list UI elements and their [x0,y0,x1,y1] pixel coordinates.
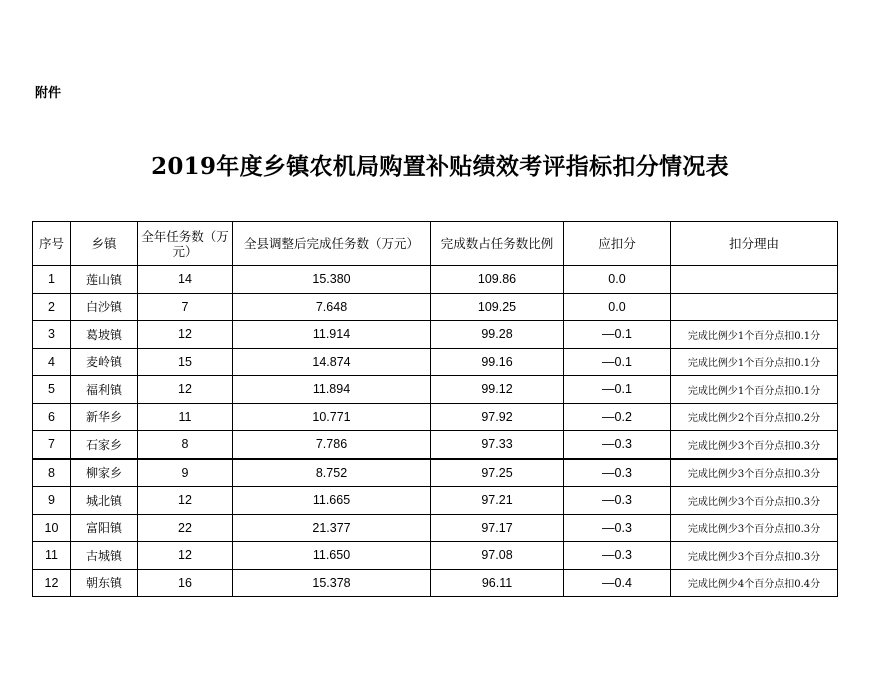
cell-town: 富阳镇 [71,514,138,542]
cell-index: 3 [33,321,71,349]
table-row [33,266,838,294]
cell-adjusted-completed: 11.650 [233,542,431,570]
cell-adjusted-completed: 15.380 [233,266,431,294]
cell-town: 石家乡 [71,431,138,459]
cell-index: 11 [33,542,71,570]
cell-reason: 完成比例少2个百分点扣0.2分 [671,403,838,431]
cell-completion-ratio: 97.25 [431,459,564,487]
table-row [33,569,838,597]
cell-town: 古城镇 [71,542,138,570]
cell-annual-task: 11 [138,403,233,431]
cell-deduction: —0.1 [564,376,671,404]
cell-index: 4 [33,348,71,376]
cell-deduction: —0.2 [564,403,671,431]
cell-adjusted-completed: 14.874 [233,348,431,376]
cell-index: 2 [33,293,71,321]
cell-reason: 完成比例少1个百分点扣0.1分 [671,348,838,376]
cell-adjusted-completed: 21.377 [233,514,431,542]
cell-adjusted-completed: 15.378 [233,569,431,597]
header-annual-task: 全年任务数（万元） [138,222,233,266]
header-adjusted-completed: 全县调整后完成任务数（万元） [233,222,431,266]
cell-annual-task: 9 [138,459,233,487]
table-row [33,514,838,542]
cell-annual-task: 22 [138,514,233,542]
cell-deduction: —0.4 [564,569,671,597]
cell-reason: 完成比例少3个百分点扣0.3分 [671,431,838,459]
cell-index: 12 [33,569,71,597]
header-completion-ratio: 完成数占任务数比例 [431,222,564,266]
table-row [33,321,838,349]
cell-completion-ratio: 109.86 [431,266,564,294]
table-row [33,403,838,431]
cell-annual-task: 14 [138,266,233,294]
cell-reason: 完成比例少3个百分点扣0.3分 [671,459,838,487]
cell-completion-ratio: 99.12 [431,376,564,404]
cell-reason: 完成比例少1个百分点扣0.1分 [671,321,838,349]
cell-reason [671,266,838,294]
cell-completion-ratio: 97.92 [431,403,564,431]
cell-annual-task: 16 [138,569,233,597]
cell-adjusted-completed: 11.665 [233,487,431,515]
cell-adjusted-completed: 11.914 [233,321,431,349]
cell-deduction: —0.1 [564,321,671,349]
cell-annual-task: 12 [138,376,233,404]
table-header-row [33,222,838,266]
cell-annual-task: 7 [138,293,233,321]
cell-deduction: 0.0 [564,293,671,321]
cell-completion-ratio: 97.33 [431,431,564,459]
cell-town: 福利镇 [71,376,138,404]
header-reason: 扣分理由 [671,222,838,266]
cell-town: 城北镇 [71,487,138,515]
cell-annual-task: 8 [138,431,233,459]
cell-adjusted-completed: 10.771 [233,403,431,431]
header-deduction: 应扣分 [564,222,671,266]
cell-adjusted-completed: 7.648 [233,293,431,321]
table-row [33,431,838,459]
cell-index: 8 [33,459,71,487]
cell-adjusted-completed: 11.894 [233,376,431,404]
cell-deduction: —0.3 [564,431,671,459]
table-row [33,487,838,515]
cell-deduction: —0.3 [564,542,671,570]
cell-adjusted-completed: 8.752 [233,459,431,487]
cell-town: 新华乡 [71,403,138,431]
cell-deduction: —0.3 [564,459,671,487]
cell-town: 白沙镇 [71,293,138,321]
cell-completion-ratio: 97.21 [431,487,564,515]
cell-reason: 完成比例少4个百分点扣0.4分 [671,569,838,597]
cell-annual-task: 12 [138,542,233,570]
header-town: 乡镇 [71,222,138,266]
cell-town: 葛坡镇 [71,321,138,349]
header-index: 序号 [33,222,71,266]
table-row [33,542,838,570]
cell-town: 莲山镇 [71,266,138,294]
cell-town: 麦岭镇 [71,348,138,376]
cell-deduction: 0.0 [564,266,671,294]
cell-reason: 完成比例少3个百分点扣0.3分 [671,487,838,515]
table-row [33,376,838,404]
cell-completion-ratio: 96.11 [431,569,564,597]
cell-deduction: —0.1 [564,348,671,376]
page-title: 2019年度乡镇农机局购置补贴绩效考评指标扣分情况表 [151,153,729,180]
cell-reason: 完成比例少1个百分点扣0.1分 [671,376,838,404]
cell-annual-task: 15 [138,348,233,376]
table-row [33,459,838,487]
cell-index: 6 [33,403,71,431]
table-row [33,348,838,376]
cell-adjusted-completed: 7.786 [233,431,431,459]
attachment-label: 附件 [35,86,62,101]
cell-town: 朝东镇 [71,569,138,597]
cell-index: 7 [33,431,71,459]
cell-deduction: —0.3 [564,514,671,542]
cell-town: 柳家乡 [71,459,138,487]
cell-reason: 完成比例少3个百分点扣0.3分 [671,514,838,542]
cell-annual-task: 12 [138,321,233,349]
cell-index: 9 [33,487,71,515]
cell-index: 1 [33,266,71,294]
cell-annual-task: 12 [138,487,233,515]
cell-reason: 完成比例少3个百分点扣0.3分 [671,542,838,570]
cell-completion-ratio: 97.17 [431,514,564,542]
cell-index: 5 [33,376,71,404]
cell-completion-ratio: 97.08 [431,542,564,570]
cell-completion-ratio: 99.28 [431,321,564,349]
table-row [33,293,838,321]
cell-deduction: —0.3 [564,487,671,515]
cell-completion-ratio: 109.25 [431,293,564,321]
cell-reason [671,293,838,321]
deduction-table [32,221,838,597]
cell-index: 10 [33,514,71,542]
cell-completion-ratio: 99.16 [431,348,564,376]
